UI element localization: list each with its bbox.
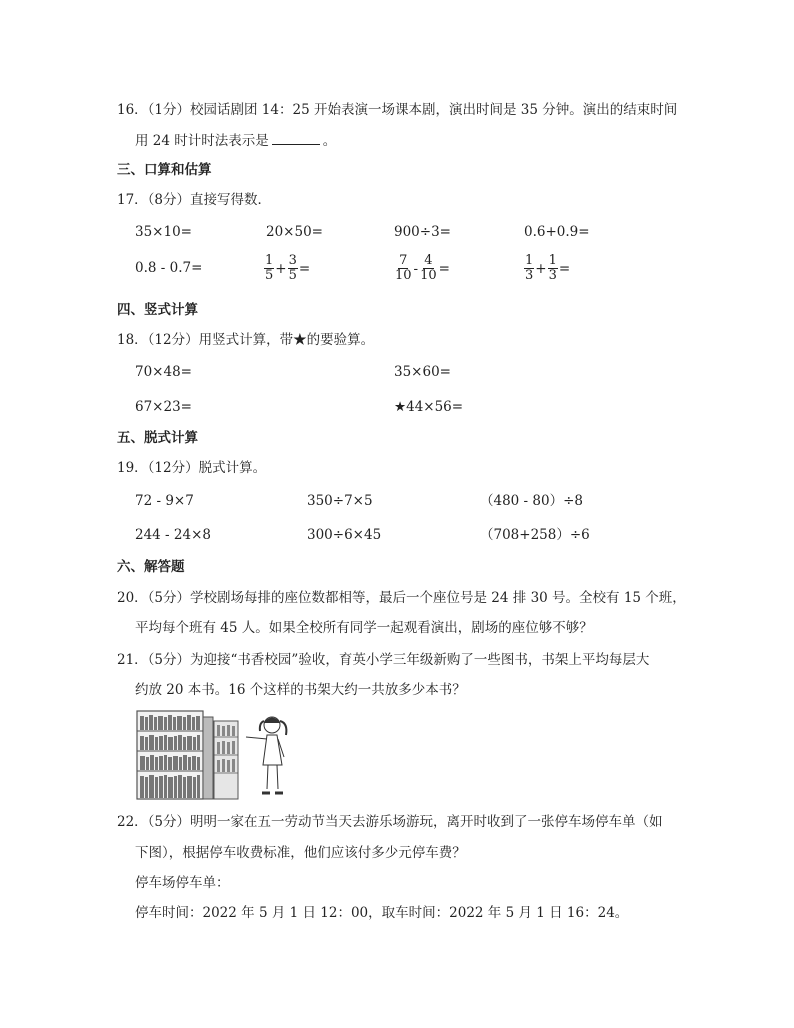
section-heading-6: 六、解答题 xyxy=(117,559,185,575)
fraction: $\frac{7}{10}$ xyxy=(395,253,412,283)
q19-item-6: （708+258）÷6 xyxy=(480,527,590,543)
q17-fraction-expr-1: $\frac{1}{5}$ + $\frac{3}{5}$ = xyxy=(265,253,311,283)
section-heading-4: 四、竖式计算 xyxy=(117,302,198,318)
section-heading-3: 三、口算和估算 xyxy=(117,162,212,178)
q19-title: 19．（12分）脱式计算。 xyxy=(117,460,267,476)
q21-text-line1: 21．（5分）为迎接“书香校园”验收，育英小学三年级新购了一些图书，书架上平均每层大 xyxy=(117,652,650,668)
q22-text-line1: 22．（5分）明明一家在五一劳动节当天去游乐场游玩，离开时收到了一张停车场停车单（如 xyxy=(117,814,663,830)
q18-item-4: ★44×56= xyxy=(394,399,464,415)
q16-text-line2 xyxy=(135,130,336,151)
answer-blank xyxy=(272,130,320,145)
q17-item-3: 900÷3= xyxy=(394,224,451,240)
q16-text-line1: 16．（1分）校园话剧团 14：25 开始表演一场课本剧，演出时间是 35 分钟。演出的结束时间 xyxy=(117,102,678,118)
q18-title: 18．（12分）用竖式计算，带★的要验算。 xyxy=(117,332,375,348)
q18-item-2: 35×60= xyxy=(394,364,451,380)
q22-text-line3: 停车场停车单： xyxy=(135,875,230,891)
q22-text-line2: 下图），根据停车收费标准，他们应该付多少元停车费？ xyxy=(135,845,466,861)
q16-text-line2a: 用 24 时计时法表示是 xyxy=(135,133,269,149)
q17-item-4: 0.6+0.9= xyxy=(524,224,590,240)
q17-item-1: 35×10= xyxy=(135,224,192,240)
q19-item-5: 300÷6×45 xyxy=(307,527,382,543)
bookshelf-girl-illustration xyxy=(134,707,304,803)
fraction: $\frac{4}{10}$ xyxy=(420,253,437,283)
q21-text-line2: 约放 20 本书。16 个这样的书架大约一共放多少本书？ xyxy=(135,682,466,698)
q16-text-line2b: 。 xyxy=(322,133,337,149)
section-heading-5: 五、脱式计算 xyxy=(117,430,198,446)
q17-item-2: 20×50= xyxy=(266,224,323,240)
q17-fraction-expr-3: $\frac{1}{3}$ + $\frac{1}{3}$ = xyxy=(525,253,571,283)
fraction: $\frac{3}{5}$ xyxy=(288,253,297,283)
q17-item-5: 0.8 - 0.7= xyxy=(135,260,203,276)
q17-title: 17．（8分）直接写得数． xyxy=(117,192,272,208)
q17-fraction-expr-2: $\frac{7}{10}$ - $\frac{4}{10}$ = xyxy=(395,253,450,283)
q19-item-4: 244 - 24×8 xyxy=(135,527,211,543)
q19-item-3: （480 - 80）÷8 xyxy=(480,493,583,509)
fraction: $\frac{1}{5}$ xyxy=(265,253,274,283)
q19-item-2: 350÷7×5 xyxy=(307,493,373,509)
fraction: $\frac{1}{3}$ xyxy=(525,253,534,283)
fraction: $\frac{1}{3}$ xyxy=(548,253,557,283)
q18-item-3: 67×23= xyxy=(135,399,192,415)
q18-item-1: 70×48= xyxy=(135,364,192,380)
q19-item-1: 72 - 9×7 xyxy=(135,493,194,509)
q20-text-line1: 20．（5分）学校剧场每排的座位数都相等，最后一个座位号是 24 排 30 号。全校有 15 个班， xyxy=(117,590,686,606)
q22-text-line4: 停车时间：2022 年 5 月 1 日 12：00，取车时间：2022 年 5 月 1 日 16：24。 xyxy=(135,905,629,921)
q20-text-line2: 平均每个班有 45 人。如果全校所有同学一起观看演出，剧场的座位够不够？ xyxy=(135,620,593,636)
